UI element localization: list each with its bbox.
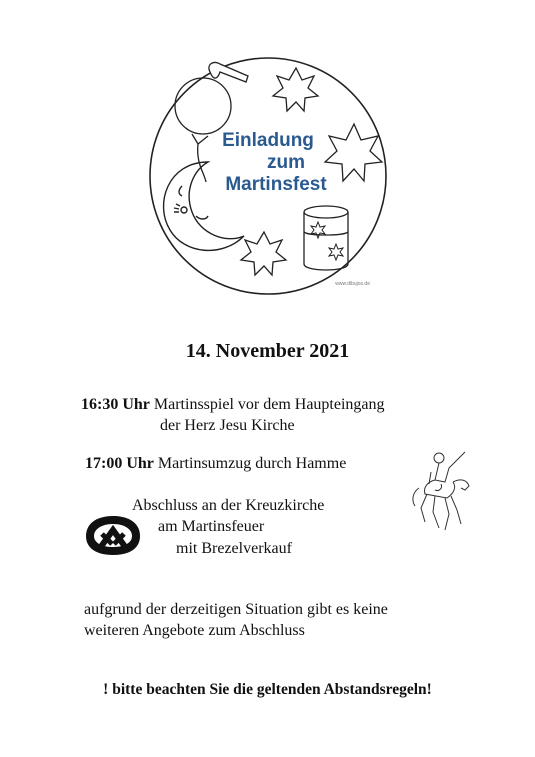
closing-line-2: am Martinsfeuer [158,518,265,535]
horse-rider-icon [405,448,475,543]
emblem-title-line-3: Martinsfest [225,174,327,195]
star-icon [273,68,318,111]
closing-line-3: mit Brezelverkauf [176,540,292,557]
schedule-text-1-cont: der Herz Jesu Kirche [160,417,295,434]
event-date: 14. November 2021 [185,340,350,362]
star-icon [325,124,382,181]
emblem-title-line-2: zum [267,152,305,173]
emblem-credit: www.dibujos.de [335,281,370,287]
schedule-time-2: 17:00 Uhr [85,455,154,472]
emblem-title-line-1: Einladung [222,130,314,151]
pretzel-icon [82,510,144,560]
closing-line-1: Abschluss an der Kreuzkirche [132,497,325,514]
schedule-item-1 [81,396,385,414]
distance-rules-notice: ! bitte beachten Sie die geltenden Abstandsregeln! [103,681,432,698]
schedule-text-2: Martinsumzug durch Hamme [157,455,347,472]
lantern-icon [304,206,348,270]
schedule-text-1: Martinsspiel vor dem Haupteingang [153,396,385,413]
info-line-2: weiteren Angebote zum Abschluss [84,622,305,639]
invitation-emblem [148,54,388,298]
balloon-icon [175,62,248,182]
schedule-item-2 [85,455,346,473]
star-icon [241,232,286,275]
info-line-1: aufgrund der derzeitigen Situation gibt es keine [84,601,388,618]
schedule-time-1: 16:30 Uhr [81,396,150,413]
